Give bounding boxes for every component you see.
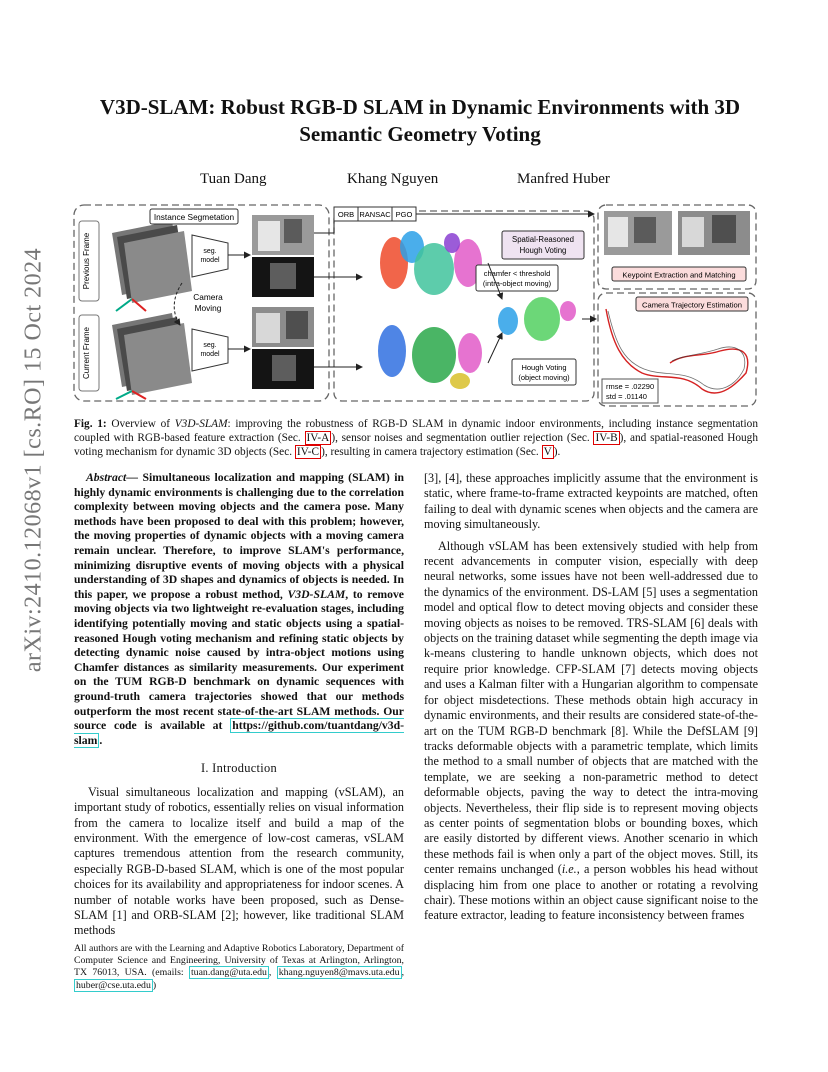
caption-text-1: Overview of (106, 418, 175, 430)
keypoint-images (604, 211, 750, 255)
keypoint-label: Keypoint Extraction and Matching (622, 270, 736, 280)
footnote-text: All authors are with the Learning and Adaptive Robotics Laboratory, Department of Computer Science and Engineering, University of Texas at Arlington, Arlington, TX 76013, USA. (emails: (74, 943, 404, 979)
orb-label: ORB (337, 210, 355, 219)
ref-sec-v[interactable]: V (543, 446, 552, 459)
ref-sec-iv-a[interactable]: IV-A (306, 432, 330, 445)
previous-frame-label: Previous Frame (82, 232, 91, 290)
seg-model-bottom-label-2: model (200, 351, 220, 358)
instance-seg-label: Instance Segmetation (153, 212, 235, 222)
seg-model-top-label: seg. (203, 248, 217, 255)
abstract-method-name: V3D-SLAM (287, 587, 346, 601)
caption-fig-label: Fig. 1: (74, 418, 107, 430)
hough-object-label: Hough Voting (521, 363, 567, 372)
caption-text-6: ). (553, 446, 561, 459)
right-paragraph-2-end: , a person wobbles his head without displacing him from one place to another or rotating a revolving chair). These motions within an object cause significant noise to the feature extractor, leading to feature inconsistency between frames (424, 862, 758, 923)
figure-1-pipeline (72, 203, 758, 408)
section-heading: I. Introduction (200, 761, 278, 776)
rmse-label: rmse = .02290 (606, 382, 655, 391)
footnote-end: ) (152, 979, 157, 991)
abstract (74, 471, 404, 748)
caption-method-name: V3D-SLAM (174, 418, 228, 430)
ref-sec-iv-b[interactable]: IV-B (595, 432, 618, 445)
right-ie: i.e. (561, 862, 577, 877)
abstract-lead: Abstract (86, 471, 127, 484)
seg-output-top (252, 215, 314, 297)
hough-spatial-label: Spatial-Reasoned (512, 235, 574, 244)
seg-model-top (192, 235, 228, 277)
abstract-body-2: , to remove moving objects via two lightweight re-evaluation stages, including identifying potentially moving and static objects using a spatial-reasoned Hough voting mechanism and refining static objects by detecting dynamic noise caused by intra-object motions using Chamfer distances as similarity measurements. Our experiment on the TUM RGB-D benchmark on dynamic sequences with ground-truth camera trajectories showed that our methods outperform the most recent state-of-the-art SLAM methods. Our source code is available at (74, 587, 404, 733)
arxiv-stamp-text: arXiv:2410.12068v1 [cs.RO] 15 Oct 2024 (20, 247, 47, 673)
seg-output-bottom (252, 307, 314, 389)
camera-moving-label: Camera (193, 292, 223, 302)
paper-title: V3D-SLAM: Robust RGB-D SLAM in Dynamic Environments with 3D Semantic Geometry Voting (99, 95, 741, 146)
point-cloud-filtered (498, 297, 576, 341)
std-label: std = .01140 (606, 392, 647, 401)
abstract-end: . (99, 733, 103, 747)
left-column (74, 471, 404, 945)
source-code-link[interactable]: https://github.com/tuantdang/v3d-slam (74, 719, 404, 747)
chamfer-label-2: (intra-object moving) (482, 279, 552, 288)
caption-text-2: : improving the robustness of RGB-D SLAM in dynamic indoor environments, including instance segmentation coupled with RGB-based feature extraction (Sec. (74, 418, 758, 445)
author-3: Manfred Huber (517, 171, 610, 187)
footnote (74, 943, 404, 992)
point-cloud-previous (380, 231, 482, 295)
ransac-label: RANSAC (359, 210, 391, 219)
caption-text-3: ), sensor noises and segmentation outlier rejection (Sec. (331, 432, 594, 445)
hough-object-label-2: (object moving) (518, 373, 570, 382)
email-link-2[interactable]: khang.nguyen8@mavs.uta.edu (278, 967, 400, 979)
footnote-sep-1: , (268, 967, 277, 979)
right-paragraph-1: [3], [4], these approaches implicitly assume that the environment is static, where frame-to-frame extracted keypoints are matched, often failing to deal with dynamic scenes when objects and the camera are moving simultaneously. (424, 471, 759, 532)
arxiv-side-stamp (14, 247, 54, 673)
camera-moving-label-2: Moving (194, 303, 222, 313)
hough-spatial-label-2: Hough Voting (519, 246, 567, 255)
current-frame-stack (112, 313, 192, 399)
caption-text-5: ), resulting in camera trajectory estimation (Sec. (321, 446, 542, 459)
right-column (424, 471, 758, 930)
trajectory-label: Camera Trajectory Estimation (641, 300, 743, 310)
right-paragraph-2-text: Although vSLAM has been extensively studied with help from recent advancements in computer vision, especially with deep neural networks, some issues have not been well-addressed due to the dynamics of the environment. DS-LAM [5] uses a segmentation model and optical flow to detect moving objects and consider these moving objects as noises to be removed. TRS-SLAM [6] deals with objects on the training dataset while segmenting the depth image via k-means clustering to handle unknown objects, which does not require prior knowledge. CFP-SLAM [7] detects moving objects and uses a Kalman filter with a Hungarian algorithm to compensate for object misdetections. These methods obtain high accuracy in dynamic environments, and their results are considered state-of-the-art on the TUM RGB-D benchmark [8]. While the DefSLAM [9] tracks deformable objects with a parametric template, which limits the method to a small number of objects that are matched with the template, we are seeking a non-parametric method to detect deformable objects, paving the way to detect the intra-moving objects. Nevertheless, their flip side is to represent moving objects as center points of segmentation blobs or bounding boxes, which are easily distorted by different views. Another scenario in which these methods fail is when only a part of the object moves. Still, its center remains unchanged ( (424, 538, 758, 877)
seg-model-bottom-label: seg. (203, 342, 217, 349)
point-cloud-current (378, 325, 482, 389)
ref-sec-iv-c[interactable]: IV-C (296, 446, 320, 459)
author-2: Khang Nguyen (347, 171, 439, 187)
caption-text-4: ), and spatial-reasoned Hough voting mechanism for dynamic 3D objects (Sec. (74, 432, 758, 459)
email-link-3[interactable]: huber@cse.uta.edu (76, 979, 151, 991)
seg-model-top-label-2: model (200, 257, 220, 264)
pgo-label: PGO (395, 210, 413, 219)
right-paragraph-2 (424, 539, 758, 924)
author-1: Tuan Dang (200, 171, 267, 187)
seg-model-bottom (192, 329, 228, 371)
intro-paragraph: Visual simultaneous localization and mapping (vSLAM), an important study of robotics, essentially relies on visual information from the camera to localize itself and build a map of the environment. With the emergence of low-cost cameras, vSLAM captures tremendous attention from the research community, especially RGB-D-based SLAM, which is one of the most popular choices for its availability and appropriateness for indoor scenes. A number of notable works have been proposed, such as Dense-SLAM [1] and ORB-SLAM [2]; however, like traditional SLAM methods (74, 784, 404, 938)
current-frame-label: Current Frame (82, 326, 91, 380)
previous-frame-stack (112, 221, 192, 311)
figure-caption (74, 417, 758, 460)
email-link-1[interactable]: tuan.dang@uta.edu (190, 967, 267, 979)
footnote-sep-2: , (401, 967, 405, 979)
chamfer-label: chamfer < threshold (483, 269, 551, 278)
abstract-body-1: — Simultaneous localization and mapping (SLAM) in highly dynamic environments is challenging due to the correlation complexity between moving objects and the camera pose. Many methods have been proposed to deal with this problem; however, the moving properties of dynamic objects with a moving camera remain unclear. Therefore, to improve SLAM's performance, minimizing disruptive events of moving objects with a physical understanding of 3D shapes and dynamics of objects is needed. In this paper, we propose a robust method, (74, 471, 404, 601)
